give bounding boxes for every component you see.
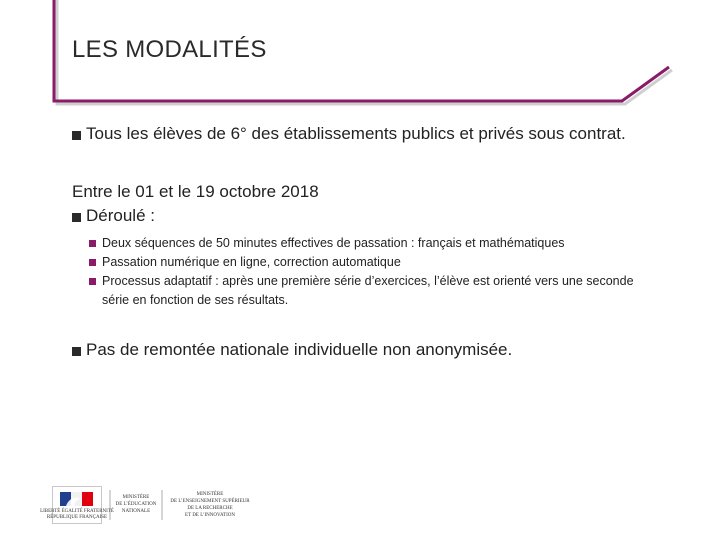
republique-motto: LIBERTÉ ÉGALITÉ FRATERNITÉ	[40, 509, 114, 514]
sub-item-text: Processus adaptatif : après une première série d’exercices, l’élève est orienté vers une seconde série en fonction de ses résultats.	[102, 274, 634, 307]
dates-line: Entre le 01 et le 19 octobre 2018	[72, 182, 319, 201]
bullet-students-text: Tous les élèves de 6° des établissements publics et privés sous contrat.	[86, 124, 626, 143]
slide-title: LES MODALITÉS	[72, 36, 267, 63]
square-bullet-icon	[72, 347, 81, 356]
bullet-deroule-text: Déroulé :	[86, 206, 155, 225]
square-bullet-icon	[72, 213, 81, 222]
square-bullet-icon	[72, 131, 81, 140]
republique-name: RÉPUBLIQUE FRANÇAISE	[46, 515, 108, 520]
ministry2-line: DE L’ENSEIGNEMENT SUPÉRIEUR	[170, 499, 250, 504]
bullet-remontee-text: Pas de remontée nationale individuelle non anonymisée.	[86, 340, 513, 359]
ministry-logo	[40, 486, 258, 524]
flag-red	[82, 492, 93, 506]
square-bullet-icon	[89, 259, 96, 266]
bullet-students	[72, 122, 692, 146]
sub-item-text: Passation numérique en ligne, correction automatique	[102, 255, 401, 269]
sub-item	[89, 272, 692, 310]
sub-item	[89, 234, 692, 253]
ministry1-line: DE L’ÉDUCATION	[115, 502, 157, 507]
ministry1-line: MINISTÈRE	[122, 495, 150, 500]
sub-item-text: Deux séquences de 50 minutes effectives de passation : français et mathématiques	[102, 236, 565, 250]
slide-content	[72, 122, 692, 362]
sub-list	[89, 234, 692, 310]
bullet-deroule	[72, 204, 692, 228]
ministry2-line: ET DE L’INNOVATION	[185, 513, 235, 518]
bullet-remontee	[72, 338, 692, 362]
square-bullet-icon	[89, 278, 96, 285]
ministry1-line: NATIONALE	[121, 509, 151, 514]
square-bullet-icon	[89, 240, 96, 247]
ministry2-line: MINISTÈRE	[196, 492, 224, 497]
ministry2-line: DE LA RECHERCHE	[187, 506, 233, 511]
sub-item	[89, 253, 692, 272]
